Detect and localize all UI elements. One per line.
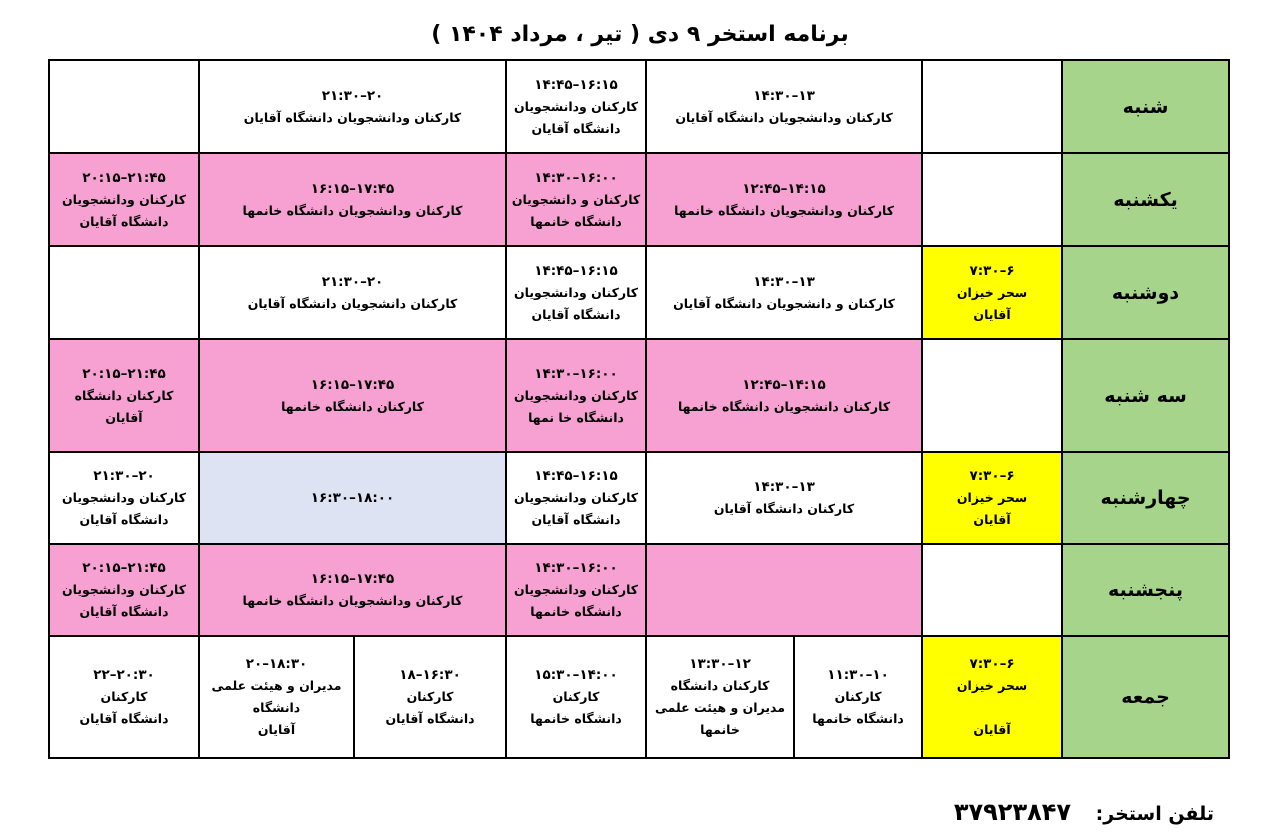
- slot-text: دانشگاه: [252, 700, 301, 715]
- slot-text: کارکنان ودانشجویان: [514, 284, 639, 300]
- slot-time: ۲۱:۴۵–۲۰:۱۵: [82, 365, 166, 382]
- slot-time: ۱۸:۳۰–۲۰: [245, 656, 308, 672]
- slot-text: کارکنان و دانشجویان دانشگاه آقایان: [673, 295, 895, 311]
- time-slot-cell: [646, 452, 922, 544]
- time-slot-cell: [49, 153, 199, 246]
- time-slot-cell: [49, 636, 199, 758]
- slot-text: دانشگاه آقایان: [531, 120, 621, 136]
- slot-text: کارکنان دانشگاه آقایان: [713, 501, 855, 516]
- day-cell: دوشنبه: [1062, 246, 1229, 339]
- slot-time: ۱۶:۱۵–۱۴:۴۵: [534, 262, 618, 279]
- slot-time: ۱۴:۱۵–۱۲:۴۵: [742, 180, 826, 197]
- time-slot-cell: [506, 339, 646, 452]
- slot-time: ۱۳–۱۴:۳۰: [753, 273, 815, 290]
- slot-text: کارکنان ودانشجویان دانشگاه خانمها: [674, 202, 894, 218]
- slot-text: [927, 697, 1057, 719]
- slot-time: ۱۶:۰۰–۱۴:۳۰: [534, 365, 618, 382]
- slot-time: ۱۶:۱۵–۱۴:۴۵: [534, 468, 618, 484]
- slot-text: کارکنان ودانشجویان: [514, 582, 639, 597]
- slot-text: کارکنان ودانشجویان: [61, 191, 187, 207]
- time-slot-cell: [199, 153, 506, 246]
- time-slot-cell: [506, 636, 646, 758]
- schedule-row: [49, 339, 1229, 452]
- time-slot-cell: [646, 339, 922, 452]
- slot-text: کارکنان دانشگاه: [670, 678, 770, 693]
- slot-time: ۱۲–۱۳:۳۰: [689, 656, 751, 672]
- schedule-row: [49, 153, 1229, 246]
- slot-text: دانشگاه آقایان: [79, 604, 169, 619]
- time-slot-cell: [506, 544, 646, 636]
- schedule-row-friday: [49, 636, 1229, 758]
- time-slot-cell: [922, 452, 1062, 544]
- slot-text: کارکنان ودانشجویان: [514, 387, 639, 403]
- day-cell: یکشنبه: [1062, 153, 1229, 246]
- slot-text: دانشگاه آقایان: [531, 306, 621, 322]
- slot-text: کارکنان ودانشجویان دانشگاه خانمها: [242, 593, 463, 608]
- day-cell: جمعه: [1062, 636, 1229, 758]
- slot-text: کارکنان: [406, 689, 454, 704]
- time-slot-cell: [922, 339, 1062, 452]
- day-cell: پنجشنبه: [1062, 544, 1229, 636]
- slot-text: سحر خیزان: [956, 490, 1028, 505]
- slot-text: آقایان: [973, 306, 1011, 322]
- slot-text: کارکنان ودانشجویان دانشگاه آقایان: [243, 109, 462, 125]
- slot-time: ۶–۷:۳۰: [969, 262, 1015, 279]
- slot-time: ۲۱:۴۵–۲۰:۱۵: [82, 560, 166, 576]
- slot-text: کارکنان ودانشجویان: [61, 490, 187, 505]
- slot-text: دانشگاه خانمها: [530, 711, 622, 726]
- slot-time: ۱۶:۰۰–۱۴:۳۰: [534, 169, 618, 186]
- schedule-row: [49, 452, 1229, 544]
- time-slot-cell: [49, 339, 199, 452]
- slot-time: ۱۶:۰۰–۱۴:۳۰: [534, 560, 618, 576]
- slot-text: کارکنان دانشگاه: [74, 387, 174, 403]
- slot-text: مدیران و هیئت علمی: [211, 678, 342, 693]
- time-slot-cell: [354, 636, 506, 758]
- time-slot-cell: [49, 452, 199, 544]
- time-slot-cell: [922, 636, 1062, 758]
- time-slot-cell: [199, 339, 506, 452]
- slot-text: سحر خیزان: [956, 678, 1028, 693]
- slot-text: کارکنان ودانشجویان: [61, 582, 187, 597]
- slot-text: کارکنان: [834, 689, 882, 704]
- slot-time: ۱۸:۰۰–۱۶:۳۰: [310, 490, 395, 506]
- slot-time: ۲۰–۲۱:۳۰: [321, 87, 384, 104]
- slot-text: سحر خیزان: [956, 284, 1028, 300]
- slot-time: ۱۳–۱۴:۳۰: [753, 87, 815, 104]
- time-slot-cell: [199, 60, 506, 153]
- time-slot-cell: [506, 452, 646, 544]
- page-title: برنامه استخر ۹ دی ( تیر ، مرداد ۱۴۰۴ ): [431, 22, 849, 47]
- slot-text: دانشگاه آقایان: [531, 512, 621, 527]
- slot-time: ۲۰–۲۱:۳۰: [321, 273, 384, 290]
- slot-text: آقایان: [105, 409, 143, 425]
- phone-label: تلفن استخر:: [1095, 803, 1214, 825]
- slot-text: کارکنان ودانشجویان: [514, 98, 639, 114]
- slot-text: کارکنان: [552, 689, 600, 704]
- slot-text: خانمها: [700, 722, 740, 737]
- slot-text: کارکنان دانشجویان دانشگاه آقایان: [247, 295, 458, 311]
- slot-time: ۱۴:۱۵–۱۲:۴۵: [742, 376, 826, 393]
- slot-text: دانشگاه آقایان: [79, 512, 169, 527]
- slot-text: کارکنان دانشجویان دانشگاه خانمها: [677, 398, 891, 414]
- slot-time: ۱۰–۱۱:۳۰: [827, 667, 889, 683]
- time-slot-cell: [506, 246, 646, 339]
- slot-text: کارکنان و دانشجویان: [511, 191, 641, 207]
- slot-text: آقایان: [973, 512, 1011, 527]
- time-slot-cell: [922, 60, 1062, 153]
- time-slot-cell: [199, 544, 506, 636]
- schedule-table: [48, 59, 1230, 759]
- time-slot-cell: [199, 636, 354, 758]
- slot-time: ۲۰–۲۱:۳۰: [93, 468, 155, 484]
- time-slot-cell: [646, 544, 922, 636]
- time-slot-cell: [646, 153, 922, 246]
- slot-time: ۲۰:۳۰–۲۲: [93, 667, 155, 683]
- slot-text: دانشگاه آقایان: [79, 711, 169, 726]
- slot-text: کارکنان ودانشجویان: [514, 490, 639, 505]
- time-slot-cell: [506, 153, 646, 246]
- slot-text: کارکنان دانشگاه خانمها: [281, 398, 424, 414]
- time-slot-cell: [49, 60, 199, 153]
- slot-text: دانشگاه آقایان: [385, 711, 475, 726]
- slot-text: دانشگاه خانمها: [812, 711, 904, 726]
- slot-time: ۶–۷:۳۰: [969, 656, 1015, 672]
- slot-time: ۱۶:۳۰–۱۸: [399, 667, 461, 683]
- slot-text: آقایان: [973, 722, 1011, 737]
- time-slot-cell: [199, 246, 506, 339]
- time-slot-cell: [49, 246, 199, 339]
- slot-time: ۱۳–۱۴:۳۰: [753, 479, 815, 495]
- slot-time: ۱۴:۰۰–۱۵:۳۰: [534, 667, 618, 683]
- time-slot-cell: [646, 636, 794, 758]
- slot-time: ۱۷:۴۵–۱۶:۱۵: [310, 571, 395, 587]
- time-slot-cell: [922, 544, 1062, 636]
- slot-text: کارکنان ودانشجویان دانشگاه آقایان: [675, 109, 893, 125]
- schedule-row: [49, 544, 1229, 636]
- day-cell: شنبه: [1062, 60, 1229, 153]
- slot-time: ۱۶:۱۵–۱۴:۴۵: [534, 76, 618, 93]
- day-cell: چهارشنبه: [1062, 452, 1229, 544]
- schedule-row: [49, 246, 1229, 339]
- time-slot-cell: [646, 60, 922, 153]
- day-cell: سه شنبه: [1062, 339, 1229, 452]
- slot-text: دانشگاه خا نمها: [528, 409, 624, 425]
- slot-text: مدیران و هیئت علمی: [655, 700, 786, 715]
- slot-text: آقایان: [257, 722, 296, 737]
- time-slot-cell: [794, 636, 922, 758]
- time-slot-cell: [922, 153, 1062, 246]
- time-slot-cell: [646, 246, 922, 339]
- slot-time: ۶–۷:۳۰: [969, 468, 1015, 484]
- slot-text: کارکنان: [100, 689, 148, 704]
- phone-number: ۳۷۹۲۳۸۴۷: [953, 798, 1072, 826]
- slot-text: کارکنان ودانشجویان دانشگاه خانمها: [242, 202, 463, 218]
- slot-time: ۱۷:۴۵–۱۶:۱۵: [310, 180, 395, 197]
- schedule-row: [49, 60, 1229, 153]
- slot-text: دانشگاه آقایان: [79, 213, 169, 229]
- pool-phone: [954, 798, 1214, 826]
- time-slot-cell: [49, 544, 199, 636]
- time-slot-cell: [506, 60, 646, 153]
- slot-time: ۲۱:۴۵–۲۰:۱۵: [82, 169, 166, 186]
- slot-text: دانشگاه خانمها: [530, 604, 622, 619]
- time-slot-cell: [199, 452, 506, 544]
- time-slot-cell: [922, 246, 1062, 339]
- slot-text: دانشگاه خانمها: [530, 213, 622, 229]
- slot-time: ۱۷:۴۵–۱۶:۱۵: [310, 376, 395, 393]
